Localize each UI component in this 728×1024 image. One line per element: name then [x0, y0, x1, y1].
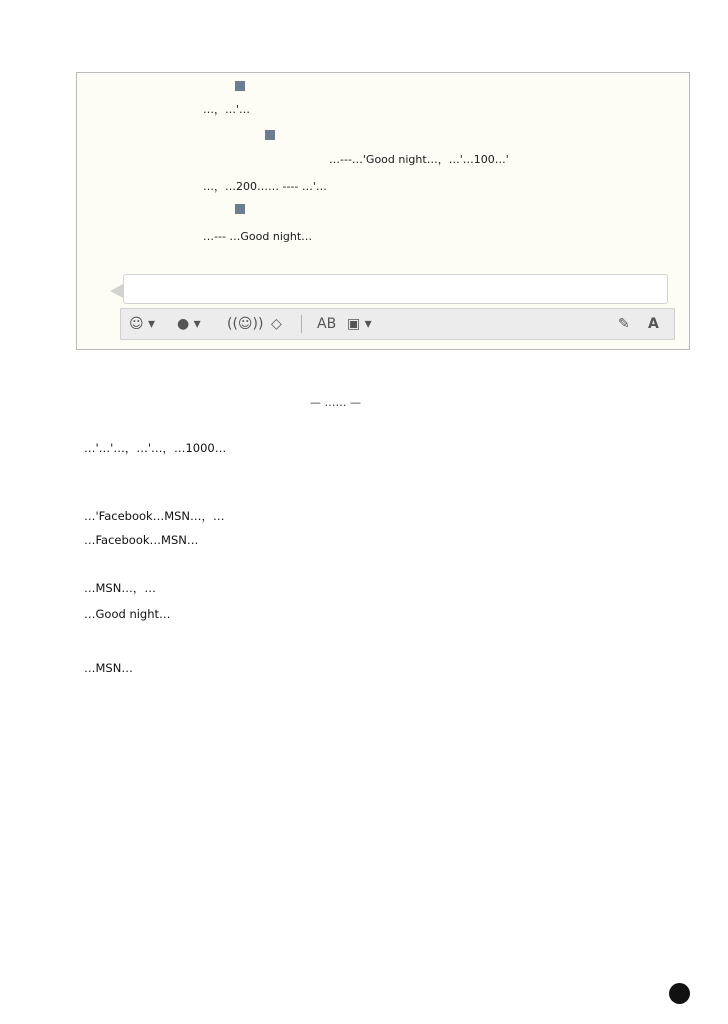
sender-icon — [265, 130, 275, 140]
smiley-icon[interactable]: ☺ ▾ — [129, 316, 156, 332]
input-pointer — [110, 284, 123, 298]
chat-toolbar — [120, 308, 675, 340]
figure-caption: — …… — — [310, 396, 361, 409]
apple-icon[interactable]: ● ▾ — [177, 316, 201, 332]
message-input[interactable] — [123, 274, 668, 304]
text-size-icon[interactable]: A — [648, 316, 659, 332]
sender-icon — [235, 81, 245, 91]
sender-icon — [235, 204, 245, 214]
toolbar-divider — [301, 315, 302, 333]
chat-message: …--- …Good night… — [203, 230, 313, 243]
paragraph-line: …MSN… — [84, 661, 133, 675]
chat-message: …，…'… — [203, 103, 251, 116]
font-icon[interactable]: AB — [317, 316, 337, 332]
chat-message: …，…200…… ---- …'… — [203, 180, 327, 193]
paragraph-line: …Facebook…MSN… — [84, 533, 199, 547]
image-icon[interactable]: ▣ ▾ — [347, 316, 372, 332]
chat-message: …---…'Good night…，…'…100…' — [329, 153, 509, 166]
paragraph-line: …'…'…，…'…，…1000… — [84, 441, 227, 455]
pen-icon[interactable]: ✎ — [618, 316, 630, 332]
shake-icon[interactable]: ((☺)) — [227, 316, 264, 332]
paragraph-line: …'Facebook…MSN…，… — [84, 509, 225, 523]
paragraph-line: …Good night… — [84, 607, 171, 621]
paragraph-line: …MSN…，… — [84, 581, 156, 595]
page-marker — [669, 983, 690, 1004]
nudge-icon[interactable]: ◇ — [271, 316, 282, 332]
